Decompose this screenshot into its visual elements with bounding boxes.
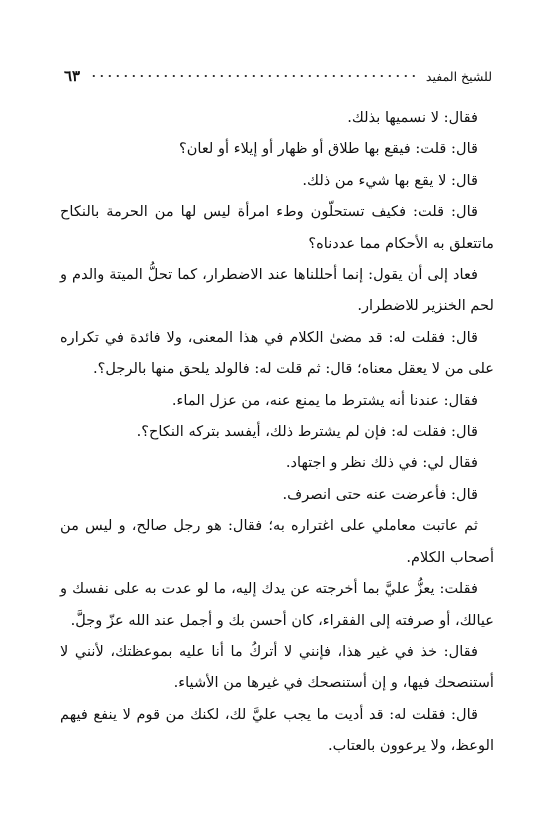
paragraph: فقلت: يعزُّ عليَّ بما أخرجته عن يدك إليه، ما لو عدت به على نفسك و عيالك، أو صرفته إلى الفقراء، كان أحسن بك و أجمل عند الله عزّ وجلَّ. [60,580,494,629]
paragraph: قال: فقلت له: قد أديت ما يجب عليَّ لك، لكنك من قوم لا ينفع فيهم الوعظ، ولا يرعوون بالعتاب. [60,705,494,755]
page-number: ٦٣ [64,67,81,85]
paragraph: فقال: خذ في غير هذا، فإنني لا أتركُ ما أنا عليه بموعظتك، لأنني لا أستنصحك فيها، و إن أستنصحك في غيرها من الأشياء. [60,642,494,692]
paragraph: قال: قلت: فكيف تستحلّون وطء امرأة ليس لها من الحرمة بالنكاح ماتتعلق به الأحكام مما عددناه؟ [60,203,494,252]
paragraph: قال: لا يقع بها شيء من ذلك. [302,171,478,189]
paragraph: فقال لي: في ذلك نظر و اجتهاد. [285,454,478,472]
page-header [64,64,492,88]
paragraph: قال: فقلت له: فإن لم يشترط ذلك، أيفسد بتركه النكاح؟. [136,423,478,441]
paragraph: قال: فقلت له: قد مضىٰ الكلام في هذا المعنى، ولا فائدة في تكراره على من لا يعقل معناه؛ قال: ثم قلت له: فالولد يلحق منها بالرجل؟. [60,328,494,378]
body-text [60,102,494,762]
paragraph: فقال: عندنا أنه يشترط ما يمنع عنه، من عزل الماء. [171,391,478,409]
paragraph: فقال: لا نسميها بذلك. [347,109,478,126]
paragraph: قال: فأعرضت عنه حتى انصرف. [282,485,478,503]
paragraph: قال: قلت: فيقع بها طلاق أو ظهار أو إيلاء أو لعان؟ [178,140,478,158]
dotted-leader [88,75,418,77]
paragraph: ثم عاتبت معاملي على اغتراره به؛ فقال: هو رجل صالح، و ليس من أصحاب الكلام. [60,517,494,566]
running-title: للشيخ المفيد [425,68,492,84]
paragraph: فعاد إلى أن يقول: إنما أحللناها عند الاضطرار، كما تحلُّ الميتة والدم و لحم الخنزير للاضطرار. [60,266,494,315]
